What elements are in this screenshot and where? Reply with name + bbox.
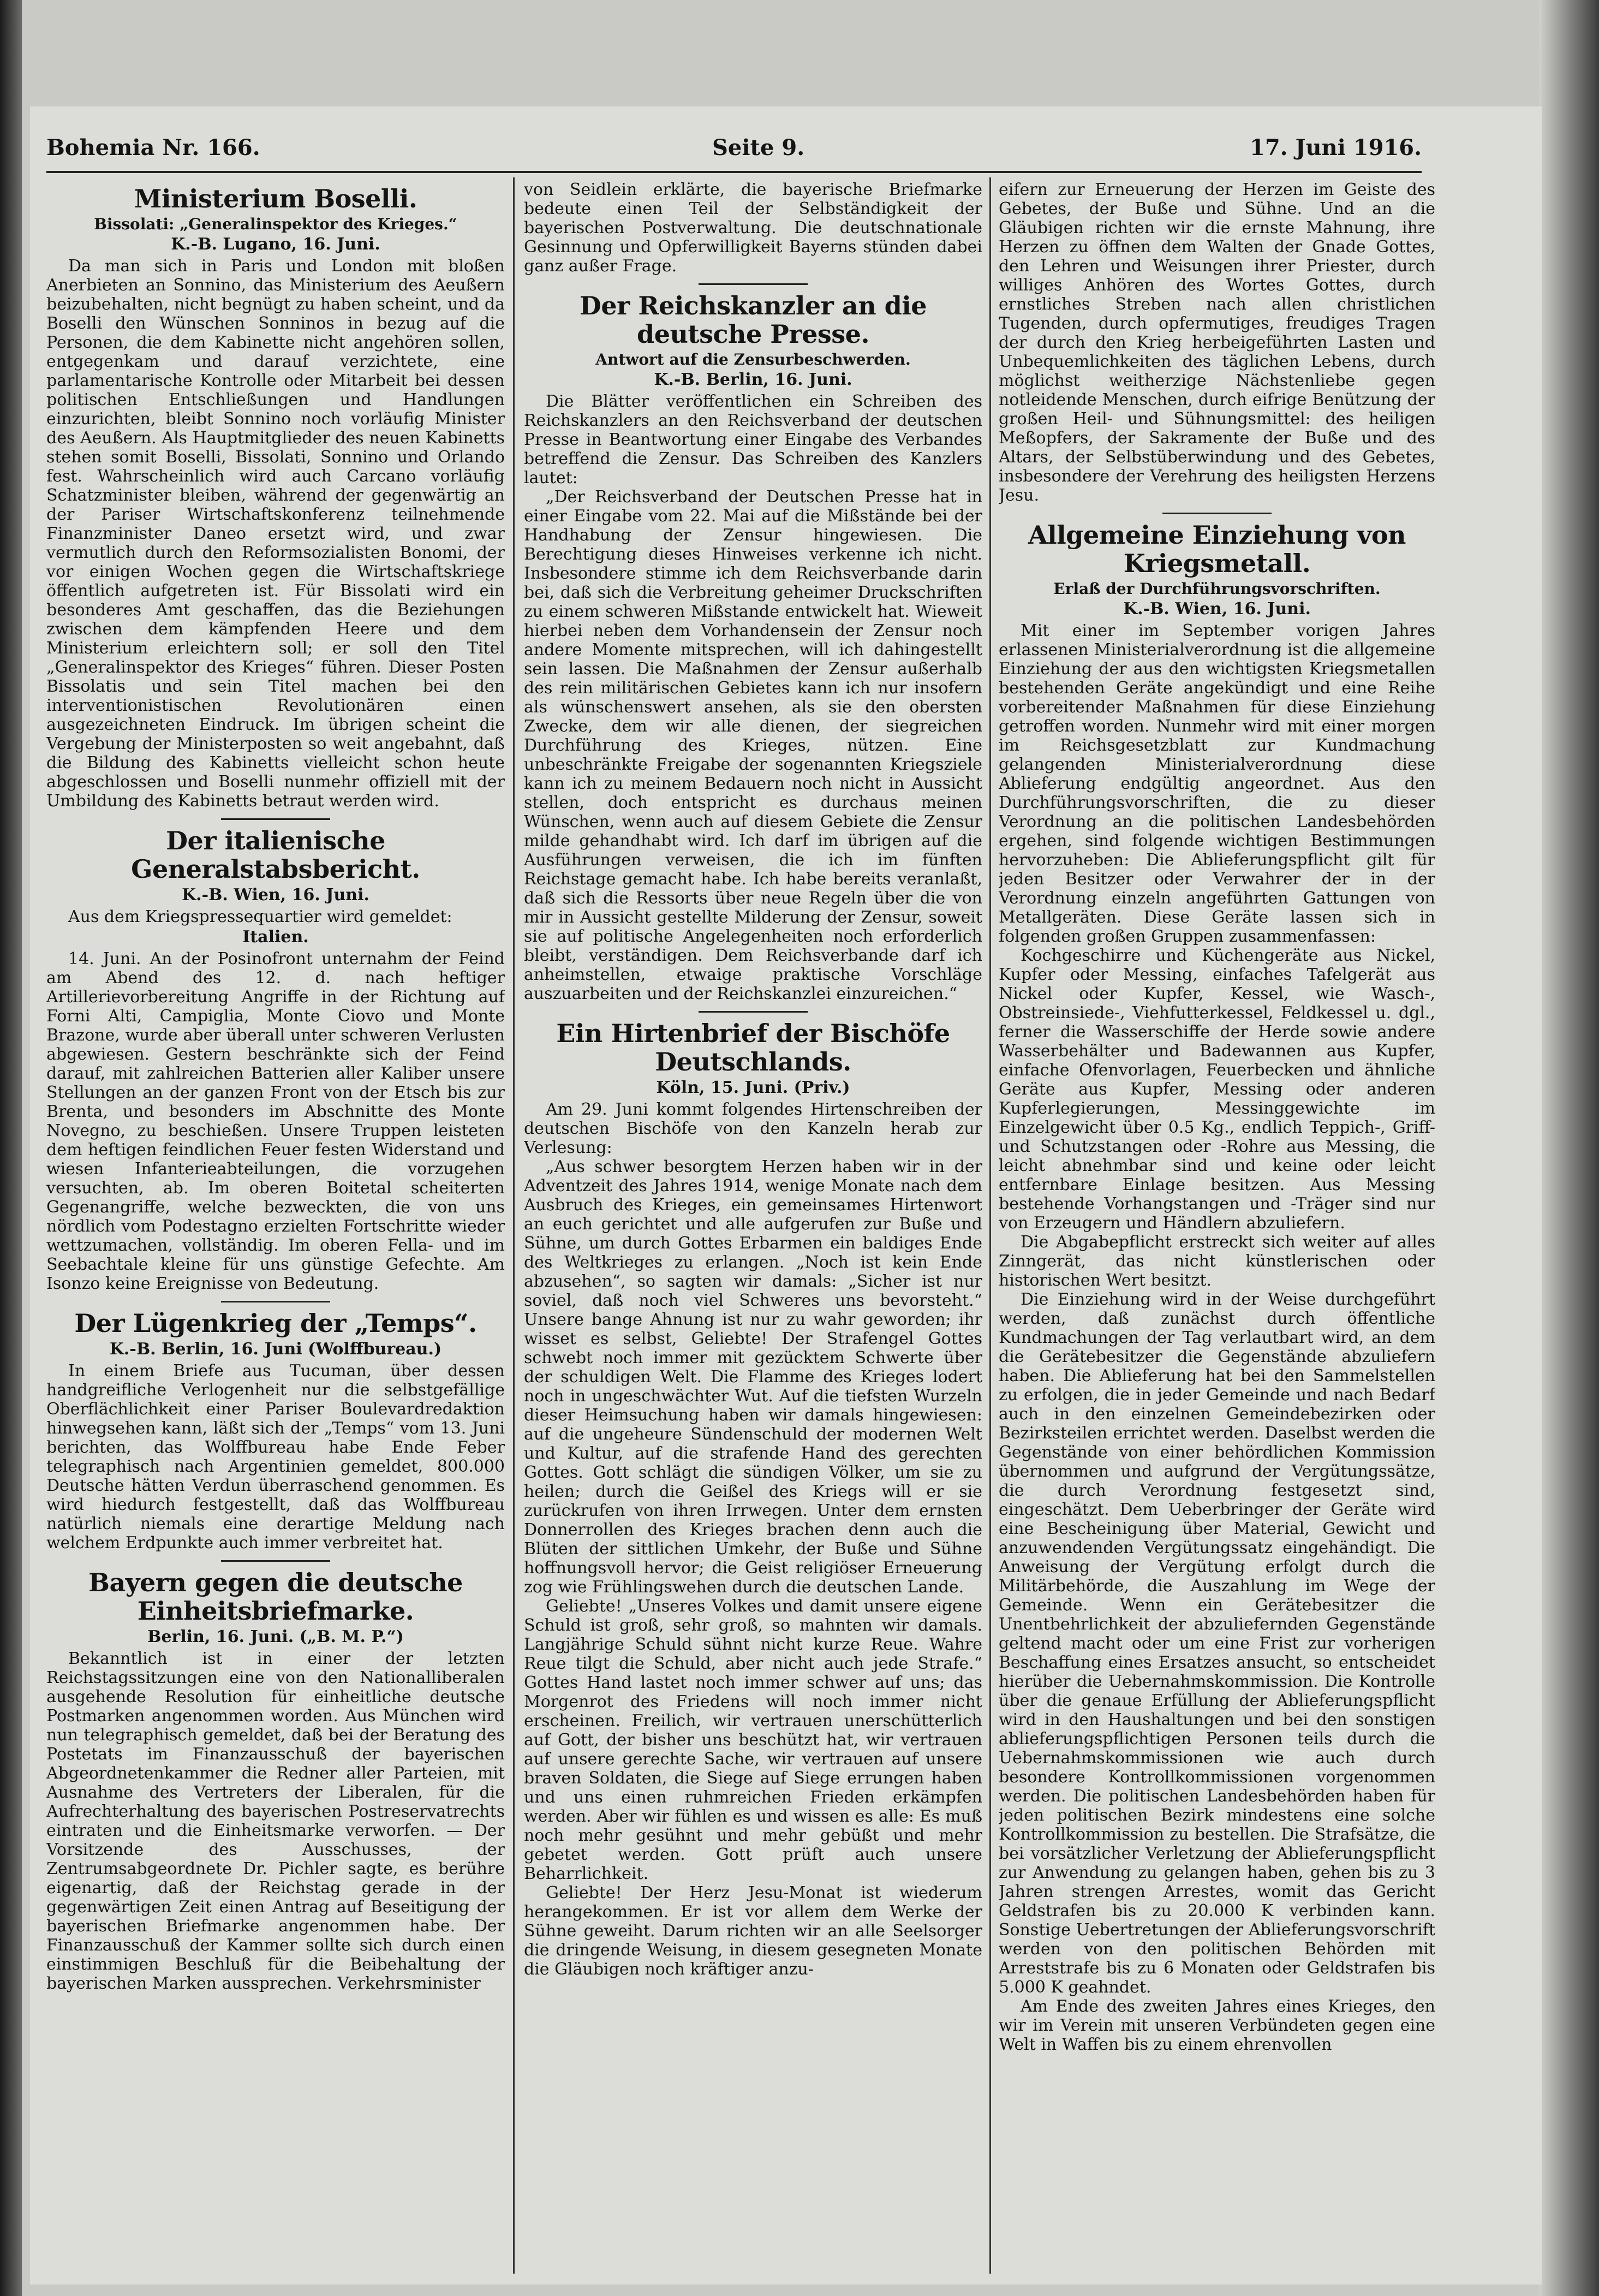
article-title: Ein Hirtenbrief der Bischöfe Deutschlands. <box>556 1019 950 1076</box>
left-page-edge <box>0 0 22 2296</box>
article-title: Der Lügenkrieg der „Temps“. <box>74 1308 477 1338</box>
article-body: In einem Briefe aus Tucuman, über dessen handgreifliche Verlogenheit nur die selbstgefällige Oberflächlichkeit einer Pariser Boulevardredaktion hinwegsehen kann, läßt sich der „Temps“ vom 13. Juni berichten, das Wolffbureau habe Ende Feber telegraphisch nach Argentinien gemeldet, 800.000 Deutsche hätten Verdun überraschend genommen. Es wird hiedurch festgestellt, daß das Wolffbureau natürlich niemals eine derartige Meldung nach welchem Erdpunkte auch immer verbreitet hat. <box>46 1361 505 1553</box>
article-dateline: Köln, 15. Juni. (Priv.) <box>656 1078 850 1097</box>
article-body: Die Abgabepflicht erstreckt sich weiter auf alles Zinngerät, das nicht künstlerischen oder historischen Wert besitzt. <box>999 1233 1435 1290</box>
column-1 <box>46 180 505 2282</box>
article-separator <box>221 1560 330 1562</box>
article-body: Geliebte! Der Herz Jesu-Monat ist wiederum herangekommen. Er ist vor allem dem Werke der Sühne geweiht. Darum richten wir an alle Seelsorger die dringende Weisung, in diesem gesegneten Monate die Gläubigen noch kräftiger anzu- <box>524 1883 982 1979</box>
header-issue: Bohemia Nr. 166. <box>46 135 260 160</box>
article-body: Die Blätter veröffentlichen ein Schreiben des Reichskanzlers an den Reichsverband der deutschen Presse in Beantwortung einer Eingabe des Verbandes betreffend die Zensur. Das Schreiben des Kanzlers lautet: <box>524 392 982 487</box>
header-date: 17. Juni 1916. <box>1250 135 1422 160</box>
article-body: „Aus schwer besorgtem Herzen haben wir in der Adventzeit des Jahres 1914, wenige Monate nach dem Ausbruch des Krieges, ein gemeinsames Hirtenwort an euch gerichtet und alle aufgerufen zur Buße und Sühne, um durch Gottes Erbarmen ein baldiges Ende des Weltkrieges zu erlangen. „Noch ist kein Ende abzusehen“, so sagten wir damals: „Sicher ist nur soviel, daß noch viel Schweres uns bevorsteht.“ Unsere bange Ahnung ist nur zu wahr geworden; ihr wisset es selbst, Geliebte! Der Strafengel Gottes schwebt noch immer mit gezücktem Schwerte über der schuldigen Welt. Die Flamme des Krieges lodert noch in ungeschwächter Wut. Auf die tiefsten Wurzeln dieser Heimsuchung haben wir damals hingewiesen: auf die ungeheure Sündenschuld der modernen Welt und Kultur, auf die strafende Hand des gerechten Gottes. Gott schlägt die sündigen Völker, um sie zu heilen; durch die Geißel des Kriegs will er sie zurückrufen von ihren Irrwegen. Unter dem ernsten Donnerrollen des Krieges brachen denn auch die Blüten der sittlichen Umkehr, der Buße und Sühne hoffnungsvoll hervor; die Geist religiöser Erneuerung zog wie Frühlingswehen durch die deutschen Lande. <box>524 1157 982 1597</box>
article-body: Die Einziehung wird in der Weise durchgeführt werden, daß zunächst durch öffentliche Kundmachungen der Tag verlautbart wird, an dem die Gerätebesitzer die Gegenstände abzuliefern haben. Die Ablieferung hat bei den Sammelstellen zu erfolgen, die in jeder Gemeinde und nach Bedarf auch in den einzelnen Gemeindebezirken oder Bezirksteilen errichtet werden. Daselbst werden die Gegenstände von einer behördlichen Kommission übernommen und aufgrund der Vergütungssätze, die durch Verordnung festgesetzt sind, eingeschätzt. Dem Ueberbringer der Geräte wird eine Bescheinigung über Material, Gewicht und anzuwendenden Vergütungssatz eingehändigt. Die Anweisung der Vergütung erfolgt durch die Militärbehörde, die Auszahlung im Wege der Gemeinde. Wenn ein Gerätebesitzer die Unentbehrlichkeit der abzuliefernden Gegenstände geltend macht oder um eine Frist zur vorherigen Beschaffung eines Ersatzes ansucht, so entscheidet hierüber die Uebernahmskommission. Die Kontrolle über die genaue Erfüllung der Ablieferungspflicht wird in den Haushaltungen und bei den sonstigen ablieferungspflichtigen Personen teils durch die Uebernahmskommissionen wie auch durch besondere Kontrollkommissionen vorgenommen werden. Die politischen Landesbehörden haben für jeden politischen Bezirk mindestens eine solche Kontrollkommission zu bestellen. Die Strafsätze, die bei vorsätzlicher Verletzung der Ablieferungspflicht zur Anwendung zu gelangen haben, gehen bis zu 3 Jahren strengen Arrestes, womit das Gericht Geldstrafen bis zu 20.000 K verbinden kann. Sonstige Uebertretungen der Ablieferungsvorschrift werden von den politischen Behörden mit Arreststrafe bis zu 6 Monaten oder Geldstrafen bis 5.000 K geahndet. <box>999 1290 1435 1997</box>
article-title: Der italienische Generalstabsbericht. <box>131 826 420 884</box>
column-3 <box>999 180 1435 2282</box>
article-intro: Aus dem Kriegspressequartier wird gemeldet: <box>68 907 452 926</box>
header-rule <box>46 171 1422 173</box>
article-body: Bekanntlich ist in einer der letzten Reichstagssitzungen eine von den Nationalliberalen ausgehende Resolution für einheitliche deutsche Postmarken angenommen worden. Aus München wird nun telegraphisch gemeldet, daß bei der Beratung des Postetats im Finanzausschuß der bayerischen Abgeordnetenkammer die Redner aller Parteien, mit Ausnahme des Vertreters der Liberalen, für die Aufrechterhaltung des bayerischen Postreservatrechts eintraten und die Einheitsmarke verworfen. — Der Vorsitzende des Ausschusses, der Zentrumsabgeordnete Dr. Pichler sagte, es berühre eigenartig, daß der Reichstag gerade in der gegenwärtigen Zeit einen Antrag auf Beseitigung der bayerischen Briefmarke angenommen habe. Der Finanzausschuß der Kammer sollte sich durch einen einstimmigen Beschluß für die Beibehaltung der bayerischen Marken aussprechen. Verkehrsminister <box>46 1649 505 1993</box>
article-separator <box>1162 513 1272 514</box>
article-body: „Der Reichsverband der Deutschen Presse hat in einer Eingabe vom 22. Mai auf die Mißstände bei der Handhabung der Zensur hingewiesen. Die Berechtigung dieses Hinweises verkenne ich nicht. Insbesondere stimme ich dem Reichsverbande darin bei, daß sich die Verbreitung geheimer Druckschriften zu einem schweren Mißstande entwickelt hat. Wieweit hierbei neben dem Vorhandensein der Zensur noch andere Momente mitsprechen, will ich dahingestellt sein lassen. Die Maßnahmen der Zensur außerhalb des rein militärischen Gebietes kann ich nur insofern als wünschenswert ansehen, als sie den obersten Zwecke, dem wir alle dienen, der siegreichen Durchführung des Krieges, nützen. Eine unbeschränkte Freigabe der sogenannten Kriegsziele kann ich zu meinem Bedauern noch nicht in Aussicht stellen, doch entspricht es durchaus meinen Wünschen, wenn auch auf diesem Gebiete die Zensur milde gehandhabt wird. Ich darf im übrigen auf die Ausführungen verweisen, die ich im fünften Reichstage gemacht habe. Ich habe bereits veranlaßt, daß sich die Ressorts über neue Regeln über die von mir in Aussicht gestellte Milderung der Zensur, soweit sie auf politische Angelegenheiten noch erforderlich bleibt, verständigen. Dem Reichsverbande darf ich anheimstellen, etwaige praktische Vorschläge auszuarbeiten und der Reichskanzlei einzureichen.“ <box>524 487 982 1003</box>
article-dateline: Berlin, 16. Juni. („B. M. P.“) <box>147 1627 404 1646</box>
newspaper-page <box>30 106 1542 2285</box>
article-dateline: K.-B. Berlin, 16. Juni. <box>654 370 852 389</box>
article-continuation: von Seidlein erklärte, die bayerische Briefmarke bedeute einen Teil der Selbständigkeit der bayerischen Postverwaltung. Die deutschnationale Gesinnung und Opferwilligkeit Bayerns stünden dabei ganz außer Frage. <box>524 180 982 276</box>
column-2 <box>524 180 982 2282</box>
article-title: Allgemeine Einziehung von Kriegsmetall. <box>1028 520 1406 578</box>
article-body: Am 29. Juni kommt folgendes Hirtenschreiben der deutschen Bischöfe von den Kanzeln herab zur Verlesung: <box>524 1100 982 1157</box>
article-body: Mit einer im September vorigen Jahres erlassenen Ministerialverordnung ist die allgemeine Einziehung der aus den wichtigsten Kriegsmetallen bestehenden Geräte angekündigt und eine Reihe vorbereitender Maßnahmen für diese Einziehung getroffen worden. Nunmehr wird mit einer morgen im Reichsgesetzblatt zur Kundmachung gelangenden Ministerialverordnung diese Ablieferung endgültig angeordnet. Aus den Durchführungsvorschriften, die zu dieser Verordnung an die politischen Landesbehörden ergehen, sind folgende wichtigen Bestimmungen hervorzuheben: Die Ablieferungspflicht gilt für jeden Besitzer oder Verwahrer der in der Verordnung einzeln angeführten Gattungen von Metallgeräten. Diese Geräte lassen sich in folgenden großen Gruppen zusammenfassen: <box>999 621 1435 946</box>
article-country: Italien. <box>242 927 309 947</box>
article-dateline: K.-B. Wien, 16. Juni. <box>182 885 369 905</box>
page-header <box>46 128 1422 166</box>
article-continuation: eifern zur Erneuerung der Herzen im Geiste des Gebetes, der Buße und Sühne. Und an die Gläubigen richten wir die ernste Mahnung, ihre Herzen zu öffnen dem Walten der Gnade Gottes, den Lehren und Weisungen ihrer Priester, durch williges Anhören des Wortes Gottes, durch ernstliches Streben nach allen christlichen Tugenden, durch opfermutiges, freudiges Tragen der durch den Krieg herbeigeführten Lasten und Unbequemlichkeiten des täglichen Lebens, durch möglichst weitherzige Nächstenliebe gegen notleidende Menschen, durch eifrige Benützung der großen Heil- und Sühnungsmittel: des heiligen Meßopfers, der Sakramente der Buße und des Altars, der Selbstüberwindung und des Gebetes, insbesondere der Verehrung des heiligsten Herzens Jesu. <box>999 180 1435 505</box>
article-subtitle: Antwort auf die Zensurbeschwerden. <box>595 350 911 368</box>
article-body: Am Ende des zweiten Jahres eines Krieges, den wir im Verein mit unseren Verbündeten gegen eine Welt in Waffen bis zu einem ehrenvollen <box>999 1997 1435 2054</box>
article-body: Da man sich in Paris und London mit bloßen Anerbieten an Sonnino, das Ministerium des Aeußern beizubehalten, nicht begnügt zu haben scheint, und da Boselli den Wünschen Sonninos in bezug auf die Personen, die dem Kabinette nicht angehören sollen, entgegenkam und darauf verzichtete, eine parlamentarische Kontrolle oder Mitarbeit bei dessen politischen Entschließungen und Handlungen einzurichten, bleibt Sonnino noch vorläufig Minister des Aeußern. Als Hauptmitglieder des neuen Kabinetts stehen somit Boselli, Bissolati, Sonnino und Orlando fest. Wahrscheinlich wird auch Carcano vorläufig Schatzminister bleiben, während der gegenwärtig an der Pariser Wirtschaftskonferenz teilnehmende Finanzminister Daneo ersetzt wird, und zwar vermutlich durch den Reformsozialisten Bonomi, der vor einigen Wochen gegen die Wirtschaftskriege öffentlich aufgetreten ist. Für Bissolati wird ein besonderes Amt geschaffen, das die Beziehungen zwischen dem kämpfenden Heere und dem Ministerium erleichtern soll; er soll den Titel „Generalinspektor des Krieges“ führen. Dieser Posten Bissolatis und sein Titel machen bei den interventionistischen Revolutionären einen ausgezeichneten Eindruck. Im übrigen scheint die Vergebung der Ministerposten so weit angebahnt, daß die Bildung des Kabinetts vielleicht schon heute abgeschlossen und Boselli nunmehr offiziell mit der Umbildung des Kabinetts betraut werden wird. <box>46 257 505 811</box>
article-separator <box>699 1011 808 1013</box>
right-page-edge <box>1539 0 1599 2296</box>
article-separator <box>221 1301 330 1302</box>
header-page-number: Seite 9. <box>712 135 805 160</box>
article-dateline: K.-B. Lugano, 16. Juni. <box>171 235 380 254</box>
article-subtitle: Erlaß der Durchführungsvorschriften. <box>1053 580 1381 598</box>
article-separator <box>699 283 808 285</box>
article-dateline: K.-B. Wien, 16. Juni. <box>1123 599 1311 618</box>
article-title: Ministerium Boselli. <box>134 184 417 213</box>
article-body: Kochgeschirre und Küchengeräte aus Nickel, Kupfer oder Messing, einfaches Tafelgerät aus Nickel oder Kupfer, Kessel, wie Wasch-, Obstreinsiede-, Viehfutterkessel, Feldkessel u. dgl., ferner die Wasserschiffe der Herde sowie andere Wasserbehälter und Badewannen aus Kupfer, einfache Ofenvorlagen, Feuerbecken und ähnliche Geräte aus Kupfer, Messing oder anderen Kupferlegierungen, Messinggewichte im Einzelgewicht über 0.5 Kg., endlich Teppich-, Griff- und Schutzstangen oder -Rohre aus Messing, die leicht abnehmbar sind und keine oder leicht entfernbare Einlage besitzen. Aus Messing bestehende Vorhangstangen und -Träger sind nur von Erzeugern und Händlern abzuliefern. <box>999 946 1435 1233</box>
article-title: Bayern gegen die deutsche Einheitsbriefmarke. <box>88 1568 463 1626</box>
column-rule-1 <box>513 177 515 2274</box>
article-separator <box>221 818 330 820</box>
article-body: 14. Juni. An der Posinofront unternahm der Feind am Abend des 12. d. nach heftiger Artillerievorbereitung Angriffe in der Richtung auf Forni Alti, Campiglia, Monte Ciovo und Monte Brazone, wurde aber überall unter schweren Verlusten abgewiesen. Gestern beschränkte sich der Feind darauf, mit zahlreichen Batterien aller Kaliber unsere Stellungen an der ganzen Front von der Etsch bis zur Brenta, und besonders im Abschnitte des Monte Novegno, zu beschießen. Unsere Truppen leisteten dem heftigen feindlichen Feuer festen Widerstand und wiesen Infanterieabteilungen, die vorzugehen versuchten, ab. Im oberen Boitetal scheiterten Gegenangriffe, welche bezweckten, die von uns nördlich vom Podestagno erzielten Fortschritte wieder wettzumachen, vollständig. Im oberen Fella- und im Seebachtale kleine für uns günstige Gefechte. Am Isonzo keine Ereignisse von Bedeutung. <box>46 949 505 1293</box>
column-rule-2 <box>989 177 991 2274</box>
article-body: Geliebte! „Unseres Volkes und damit unsere eigene Schuld ist groß, sehr groß, so mahnten wir damals. Langjährige Schuld sühnt nicht kurze Reue. Wahre Reue tilgt die Schuld, aber nicht auch jede Strafe.“ Gottes Hand lastet noch immer schwer auf uns; das Morgenrot des Friedens will noch immer nicht erscheinen. Freilich, wir vertrauen unerschütterlich auf Gott, der bisher uns beschützt hat, wir vertrauen auf unsere gerechte Sache, wir vertrauen auf unsere braven Soldaten, die Siege auf Siege errungen haben und uns einen ruhmreichen Frieden erkämpfen werden. Aber wir fühlen es und wissen es alle: Es muß noch mehr gesühnt und mehr gebüßt und mehr gebetet werden. Gott prüft auch unsere Beharrlichkeit. <box>524 1597 982 1883</box>
article-title: Der Reichskanzler an die deutsche Presse. <box>579 291 927 349</box>
article-subtitle: Bissolati: „Generalinspektor des Krieges.“ <box>94 215 457 233</box>
article-dateline: K.-B. Berlin, 16. Juni (Wolffbureau.) <box>109 1340 442 1359</box>
